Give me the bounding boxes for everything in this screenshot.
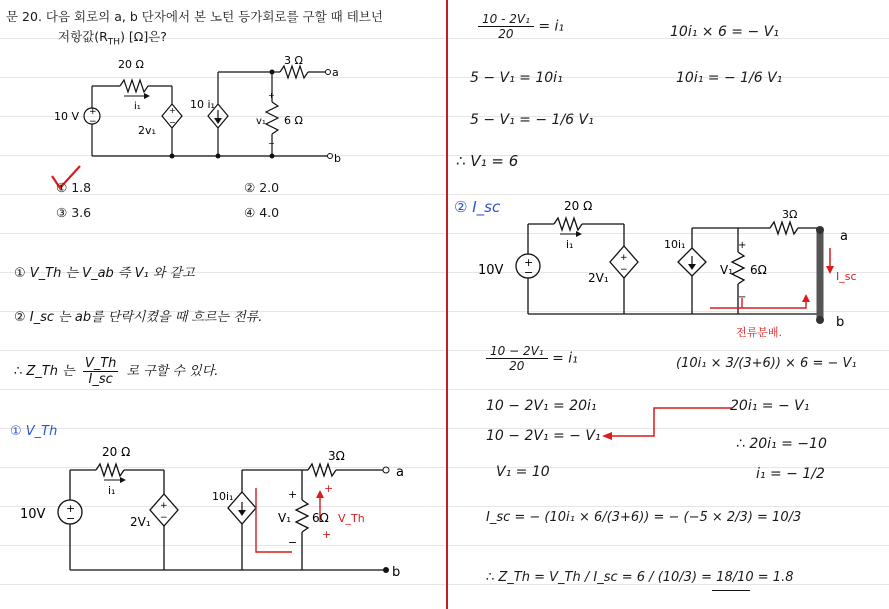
vth-title: ① V_Th <box>10 424 58 439</box>
choice-3[interactable] <box>56 205 91 220</box>
eq-f10: ∴ Z_Th = V_Th / I_sc = 6 / (10/3) = 18/10 = 1.8 <box>486 570 794 585</box>
isc-v1-plus: + <box>738 240 747 251</box>
eq-r1-rhs: = i₁ <box>538 18 565 35</box>
choice-4-num: ④ <box>244 205 256 220</box>
isc-src-minus: − <box>524 266 534 279</box>
eq-r5: 5 − V₁ = − 1/6 V₁ <box>470 112 594 128</box>
src-plus: + <box>89 107 97 117</box>
isc-r2: 3Ω <box>782 208 798 221</box>
problem-circuit <box>40 52 360 172</box>
answer-underline <box>712 590 750 591</box>
eq-f1 <box>486 344 578 373</box>
problem-line-2b: ) [Ω]은? <box>120 29 167 44</box>
isc-v1-minus: − <box>738 292 747 303</box>
problem-line-2 <box>6 27 442 53</box>
isc-a: a <box>840 229 848 244</box>
note-3 <box>14 356 218 387</box>
note-1: ① V_Th 는 V_ab 즉 V₁ 와 같고 <box>14 266 195 281</box>
eq-f2: (10i₁ × 3/(3+6)) × 6 = − V₁ <box>676 356 857 371</box>
red-arrow <box>600 404 736 444</box>
eq-r4: 10i₁ = − 1/6 V₁ <box>676 70 783 86</box>
i1-label: i₁ <box>134 101 141 112</box>
r3-label: 6 Ω <box>284 114 303 127</box>
vth-dep-v: 2V₁ <box>130 515 151 529</box>
isc-r1: 20 Ω <box>564 199 593 213</box>
eq-r1-den: 20 <box>498 27 514 41</box>
vth-src: 10V <box>20 507 46 522</box>
eq-f5: 10 − 2V₁ = − V₁ <box>486 428 601 444</box>
dep-v-minus: − <box>169 118 176 127</box>
vth-dep-plus: + <box>160 501 168 511</box>
choice-3-num: ③ <box>56 205 68 220</box>
src-minus: − <box>89 117 97 127</box>
vth-v1: V₁ <box>278 511 292 525</box>
vth-r1: 20 Ω <box>102 445 131 459</box>
vth-v1-plus: + <box>288 488 298 501</box>
note-3-b: 로 구할 수 있다. <box>126 364 219 379</box>
v1-plus: + <box>268 91 275 100</box>
isc-r3: 6Ω <box>750 263 767 277</box>
vth-dep-minus: − <box>160 513 168 523</box>
choice-2-num: ② <box>244 180 256 195</box>
vth-b: b <box>392 565 401 580</box>
isc-i1: i₁ <box>566 238 574 251</box>
problem-line-1: 문 20. 다음 회로의 a, b 단자에서 본 노턴 등가회로를 구할 때 테브넌 <box>6 9 383 24</box>
isc-title: ② I_sc <box>454 198 501 216</box>
eq-f1-num: 10 − 2V₁ <box>486 344 548 359</box>
choice-3-value: 3.6 <box>71 205 92 220</box>
r1-label: 20 Ω <box>118 58 144 71</box>
isc-v1: V₁ <box>720 263 734 277</box>
choice-1-num: ① <box>56 180 68 195</box>
eq-f8: i₁ = − 1/2 <box>756 466 825 482</box>
eq-f9: I_sc = − (10i₁ × 6/(3+6)) = − (−5 × 2/3) = 10/3 <box>486 510 802 525</box>
eq-r3: 5 − V₁ = 10i₁ <box>470 70 563 86</box>
v1-minus: − <box>268 139 275 148</box>
eq-r6: ∴ V₁ = 6 <box>456 152 519 170</box>
eq-f1-den: 20 <box>509 359 525 373</box>
choice-2-value: 2.0 <box>259 180 280 195</box>
isc-b: b <box>836 315 845 330</box>
vth-a: a <box>396 465 404 480</box>
eq-f6: ∴ 20i₁ = −10 <box>736 436 827 452</box>
eq-r1-num: 10 - 2V₁ <box>478 12 534 27</box>
choice-1[interactable] <box>56 180 91 195</box>
vth-v1-minus: − <box>288 536 298 549</box>
dep-i-label: 10 i₁ <box>190 98 215 111</box>
vth-r3: 6Ω <box>312 511 329 525</box>
isc-dep-plus: + <box>620 253 628 263</box>
vth-src-minus: − <box>66 512 76 525</box>
page-divider <box>446 0 448 609</box>
problem-rth-sub: TH <box>107 37 121 48</box>
r2-label: 3 Ω <box>284 54 303 67</box>
problem-statement <box>6 7 442 53</box>
dep-v-label: 2v₁ <box>138 124 156 137</box>
v1-label: v₁ <box>256 116 266 127</box>
isc-dep-v: 2V₁ <box>588 271 609 285</box>
terminal-a: a <box>332 66 339 79</box>
isc-red-note: 전류분배. <box>736 326 783 339</box>
vth-label: V_Th <box>338 512 365 525</box>
vth-i1: i₁ <box>108 484 116 497</box>
choice-4[interactable] <box>244 205 279 220</box>
choice-1-value: 1.8 <box>71 180 92 195</box>
terminal-b: b <box>334 152 341 165</box>
dep-v-plus: + <box>169 106 176 115</box>
eq-f3: 10 − 2V₁ = 20i₁ <box>486 398 597 414</box>
problem-line-2a: 저항값(R <box>58 29 108 44</box>
eq-f4: 20i₁ = − V₁ <box>730 398 810 414</box>
vth-red-plus: + <box>324 482 334 495</box>
vth-src-plus: + <box>66 502 76 515</box>
isc-label: I_sc <box>836 270 857 283</box>
isc-dep-minus: − <box>620 265 628 275</box>
choice-4-value: 4.0 <box>259 205 280 220</box>
note-2: ② I_sc 는 ab를 단락시켰을 때 흐르는 전류. <box>14 310 263 325</box>
isc-src-plus: + <box>524 256 534 269</box>
vth-dep-i: 10i₁ <box>212 490 234 503</box>
eq-r2: 10i₁ × 6 = − V₁ <box>670 24 779 40</box>
src-label: 10 V <box>54 110 80 123</box>
vth-r2: 3Ω <box>328 449 345 463</box>
isc-circuit <box>470 196 870 346</box>
note-3-a: ∴ Z_Th 는 <box>14 364 75 379</box>
vth-red-plus-2: + <box>322 528 332 541</box>
eq-r1 <box>478 12 564 41</box>
isc-src: 10V <box>478 263 504 278</box>
isc-dep-i: 10i₁ <box>664 238 686 251</box>
note-3-num: V_Th <box>84 356 117 371</box>
vth-circuit <box>4 442 424 592</box>
note-3-den: I_sc <box>88 372 113 387</box>
eq-f7: V₁ = 10 <box>496 464 550 480</box>
eq-f1-rhs: = i₁ <box>552 350 578 367</box>
choice-2[interactable] <box>244 180 279 195</box>
